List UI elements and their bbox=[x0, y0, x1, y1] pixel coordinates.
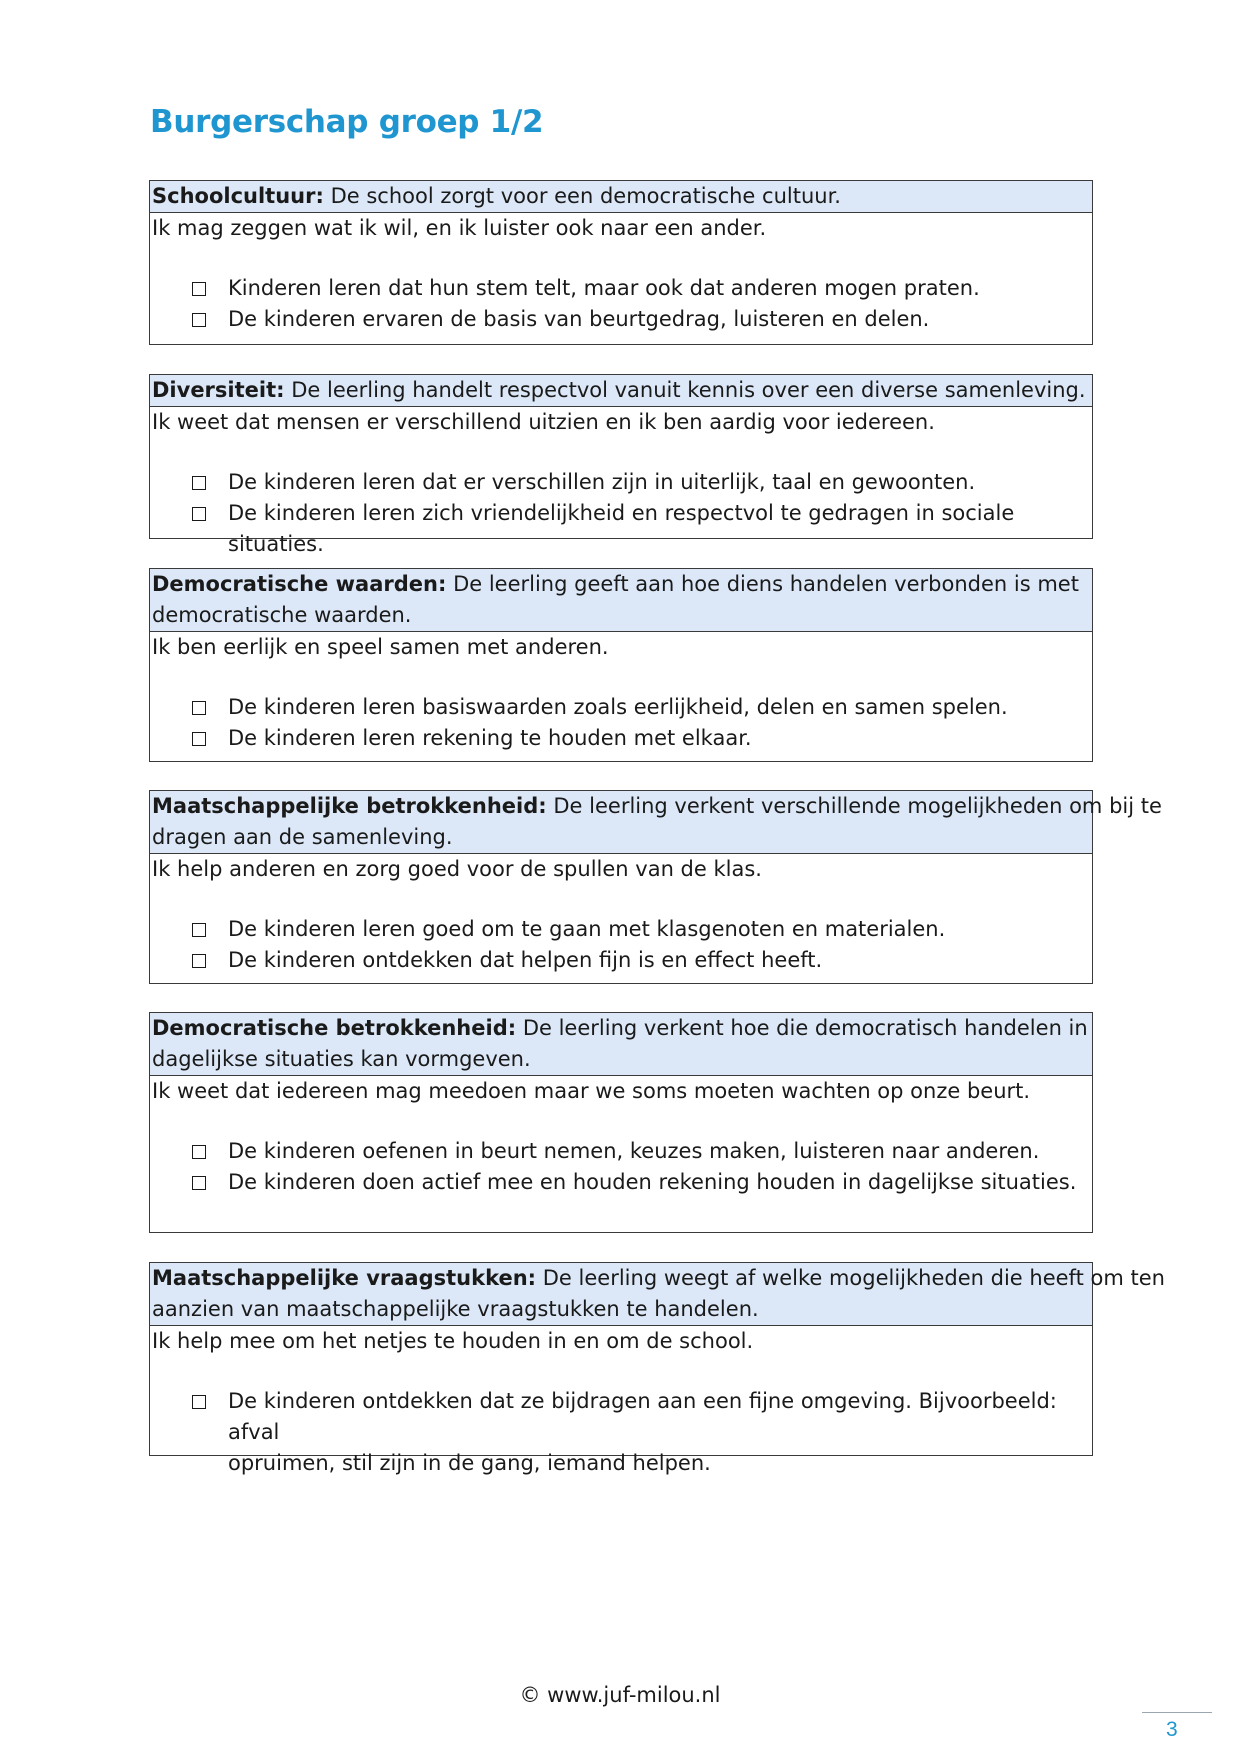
checkbox-icon[interactable] bbox=[192, 507, 206, 521]
section-intro: Ik help mee om het netjes te houden in en om de school. bbox=[152, 1329, 754, 1353]
section-democratische-waarden bbox=[149, 568, 1093, 762]
checklist-item-text: De kinderen leren basiswaarden zoals eerlijkheid, delen en samen spelen. bbox=[228, 695, 1008, 719]
checkbox-icon[interactable] bbox=[192, 1395, 206, 1409]
checkbox-icon[interactable] bbox=[192, 1176, 206, 1190]
checkbox-icon[interactable] bbox=[192, 282, 206, 296]
checklist-item-text: De kinderen oefenen in beurt nemen, keuzes maken, luisteren naar anderen. bbox=[228, 1139, 1040, 1163]
checklist bbox=[152, 914, 1092, 976]
section-intro: Ik weet dat iedereen mag meedoen maar we soms moeten wachten op onze beurt. bbox=[152, 1079, 1031, 1103]
section-intro: Ik help anderen en zorg goed voor de spullen van de klas. bbox=[152, 857, 762, 881]
section-header bbox=[150, 569, 1092, 632]
section-header bbox=[150, 1013, 1092, 1076]
checklist-item bbox=[152, 914, 1092, 945]
checklist bbox=[152, 273, 1092, 335]
footer-copyright: © www.juf-milou.nl bbox=[519, 1683, 721, 1707]
section-maatschappelijke-vraagstukken bbox=[149, 1262, 1165, 1475]
checkbox-icon[interactable] bbox=[192, 732, 206, 746]
checklist-item-text: De kinderen ontdekken dat ze bijdragen aan een fijne omgeving. Bijvoorbeeld: afval bbox=[228, 1389, 1057, 1444]
section-body bbox=[150, 632, 1092, 754]
section-diversiteit bbox=[149, 374, 1093, 556]
section-header bbox=[150, 375, 1092, 407]
checklist-item bbox=[152, 1386, 1092, 1479]
checklist bbox=[152, 467, 1092, 560]
section-description-continued: aanzien van maatschappelijke vraagstukken te handelen. bbox=[152, 1297, 759, 1321]
checklist-item-text: De kinderen ervaren de basis van beurtgedrag, luisteren en delen. bbox=[228, 307, 930, 331]
checklist-item bbox=[152, 273, 1092, 304]
section-schoolcultuur bbox=[149, 180, 1093, 345]
section-description: De leerling handelt respectvol vanuit kennis over een diverse samenleving. bbox=[291, 378, 1086, 402]
section-term: Maatschappelijke vraagstukken: bbox=[152, 1266, 537, 1290]
checklist-item-text: De kinderen leren dat er verschillen zijn in uiterlijk, taal en gewoonten. bbox=[228, 470, 976, 494]
checklist bbox=[152, 692, 1092, 754]
section-description-continued: democratische waarden. bbox=[152, 603, 412, 627]
section-description: De school zorgt voor een democratische cultuur. bbox=[330, 184, 841, 208]
section-intro: Ik weet dat mensen er verschillend uitzien en ik ben aardig voor iedereen. bbox=[152, 410, 935, 434]
checklist bbox=[152, 1386, 1092, 1479]
section-maatschappelijke-betrokkenheid bbox=[149, 790, 1162, 984]
checklist-item-text: De kinderen leren goed om te gaan met klasgenoten en materialen. bbox=[228, 917, 946, 941]
checkbox-icon[interactable] bbox=[192, 313, 206, 327]
page-number: 3 bbox=[1166, 1718, 1178, 1741]
section-body bbox=[150, 213, 1092, 335]
checklist-item bbox=[152, 498, 1092, 560]
section-description: De leerling geeft aan hoe diens handelen verbonden is met bbox=[453, 572, 1079, 596]
checkbox-icon[interactable] bbox=[192, 476, 206, 490]
section-body bbox=[150, 854, 1092, 976]
section-term: Democratische betrokkenheid: bbox=[152, 1016, 517, 1040]
section-term: Diversiteit: bbox=[152, 378, 285, 402]
checklist bbox=[152, 1136, 1092, 1198]
checklist-item bbox=[152, 304, 1092, 335]
checklist-item bbox=[152, 1136, 1092, 1167]
section-header bbox=[150, 181, 1092, 213]
checklist-item-text: De kinderen ontdekken dat helpen fijn is en effect heeft. bbox=[228, 948, 823, 972]
checklist-item-text: De kinderen doen actief mee en houden rekening houden in dagelijkse situaties. bbox=[228, 1170, 1077, 1194]
checklist-item bbox=[152, 692, 1092, 723]
checkbox-icon[interactable] bbox=[192, 701, 206, 715]
checklist-item bbox=[152, 723, 1092, 754]
checkbox-icon[interactable] bbox=[192, 954, 206, 968]
section-header bbox=[150, 1263, 1165, 1326]
section-intro: Ik mag zeggen wat ik wil, en ik luister ook naar een ander. bbox=[152, 216, 767, 240]
section-description-continued: dragen aan de samenleving. bbox=[152, 825, 453, 849]
section-term: Schoolcultuur: bbox=[152, 184, 324, 208]
checkbox-icon[interactable] bbox=[192, 923, 206, 937]
page-title: Burgerschap groep 1/2 bbox=[150, 104, 544, 140]
checkbox-icon[interactable] bbox=[192, 1145, 206, 1159]
section-term: Democratische waarden: bbox=[152, 572, 447, 596]
section-body bbox=[150, 1326, 1092, 1479]
section-intro: Ik ben eerlijk en speel samen met anderen. bbox=[152, 635, 609, 659]
section-description-continued: dagelijkse situaties kan vormgeven. bbox=[152, 1047, 531, 1071]
checklist-item bbox=[152, 1167, 1092, 1198]
page-number-rule bbox=[1142, 1712, 1212, 1713]
checklist-item-text-continued: opruimen, stil zijn in de gang, iemand helpen. bbox=[228, 1451, 711, 1475]
section-term: Maatschappelijke betrokkenheid: bbox=[152, 794, 547, 818]
section-description: De leerling weegt af welke mogelijkheden die heeft om ten bbox=[542, 1266, 1165, 1290]
checklist-item-text: De kinderen leren zich vriendelijkheid en respectvol te gedragen in sociale situaties. bbox=[228, 501, 1015, 556]
checklist-item-text: Kinderen leren dat hun stem telt, maar ook dat anderen mogen praten. bbox=[228, 276, 980, 300]
section-democratische-betrokkenheid bbox=[149, 1012, 1093, 1233]
checklist-item-text: De kinderen leren rekening te houden met elkaar. bbox=[228, 726, 752, 750]
section-body bbox=[150, 1076, 1092, 1198]
checklist-item bbox=[152, 467, 1092, 498]
section-description: De leerling verkent hoe die democratisch handelen in bbox=[522, 1016, 1088, 1040]
section-description: De leerling verkent verschillende mogelijkheden om bij te bbox=[553, 794, 1162, 818]
section-body bbox=[150, 407, 1092, 560]
checklist-item bbox=[152, 945, 1092, 976]
section-header bbox=[150, 791, 1162, 854]
